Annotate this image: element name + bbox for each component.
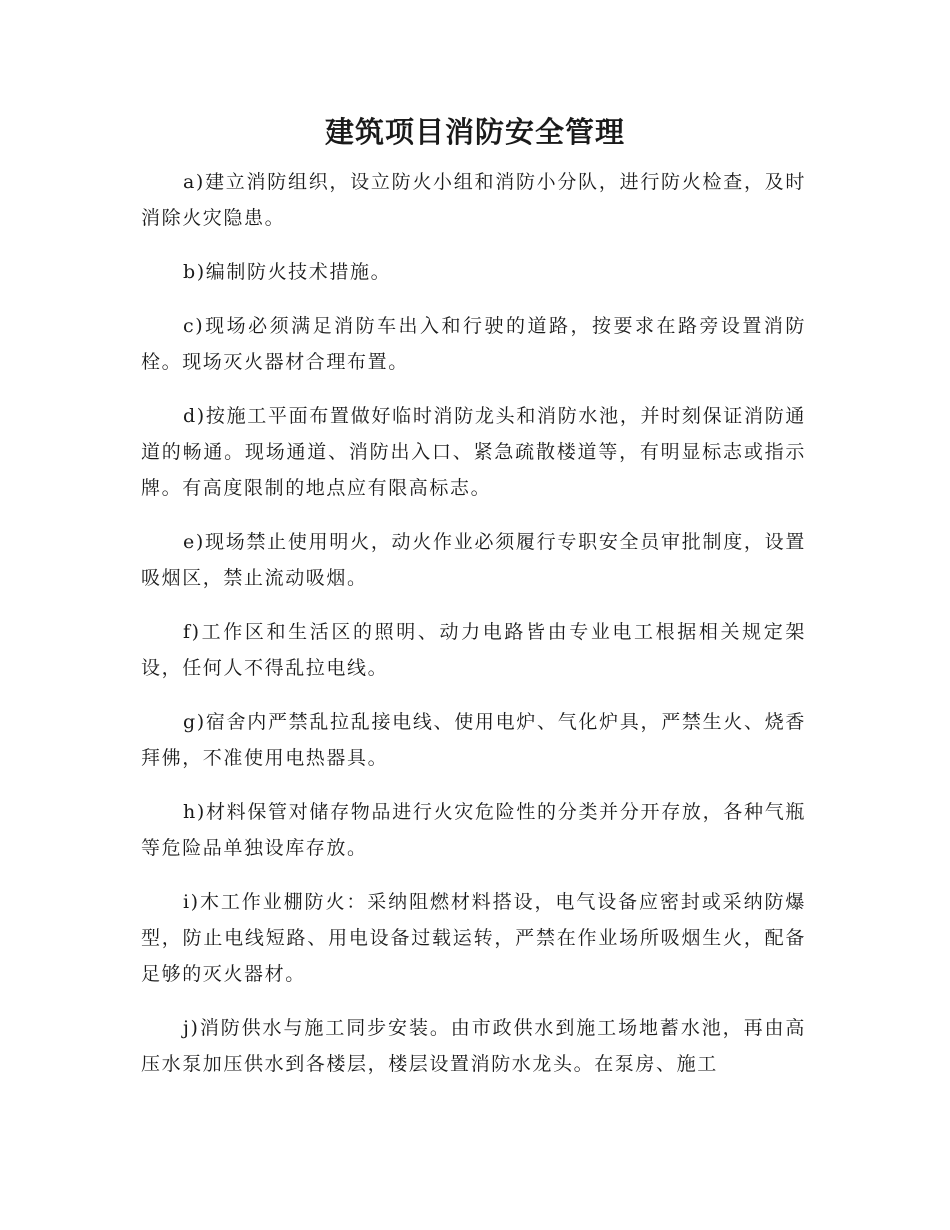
paragraph-a: a)建立消防组织，设立防火小组和消防小分队，进行防火检查，及时消除火灾隐患。: [141, 171, 806, 229]
paragraph-g: g)宿舍内严禁乱拉乱接电线、使用电炉、气化炉具，严禁生火、烧香拜佛，不准使用电热器具。: [141, 711, 806, 769]
paragraph-j: j)消防供水与施工同步安装。由市政供水到施工场地蓄水池，再由高压水泵加压供水到各楼层，楼层设置消防水龙头。在泵房、施工: [141, 1017, 806, 1075]
paragraph-f: f)工作区和生活区的照明、动力电路皆由专业电工根据相关规定架设，任何人不得乱拉电线。: [141, 621, 806, 679]
document-title: 建筑项目消防安全管理: [324, 115, 625, 149]
paragraph-h: h)材料保管对储存物品进行火灾危险性的分类并分开存放，各种气瓶等危险品单独设库存放。: [141, 801, 806, 859]
document-body: [141, 164, 806, 1100]
paragraph-e: e)现场禁止使用明火，动火作业必须履行专职安全员审批制度，设置吸烟区，禁止流动吸烟。: [141, 531, 806, 589]
paragraph-i: i)木工作业棚防火：采纳阻燃材料搭设，电气设备应密封或采纳防爆型，防止电线短路、用电设备过载运转，严禁在作业场所吸烟生火，配备足够的灭火器材。: [141, 891, 806, 985]
paragraph-b: b)编制防火技术措施。: [183, 261, 392, 283]
paragraph-d: d)按施工平面布置做好临时消防龙头和消防水池，并时刻保证消防通道的畅通。现场通道、消防出入口、紧急疏散楼道等，有明显标志或指示牌。有高度限制的地点应有限高标志。: [141, 405, 806, 499]
paragraph-c: c)现场必须满足消防车出入和行驶的道路，按要求在路旁设置消防栓。现场灭火器材合理布置。: [141, 315, 806, 373]
